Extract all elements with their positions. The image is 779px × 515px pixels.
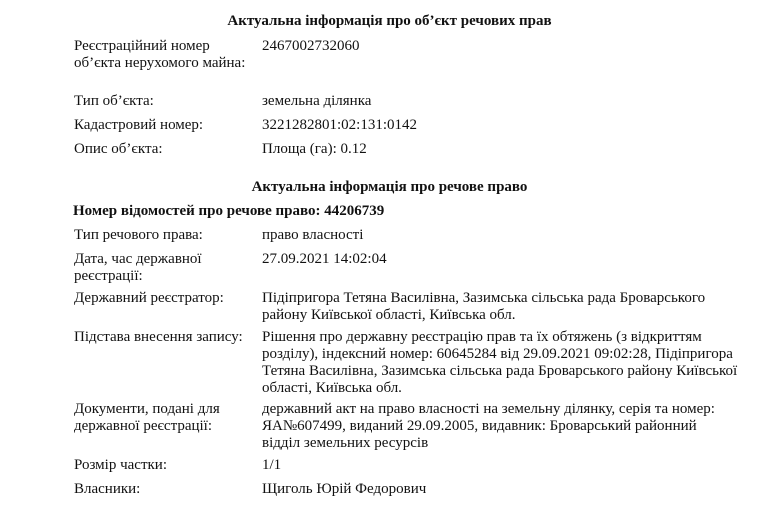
right-row-label: Власники:: [74, 481, 141, 497]
right-row-label: Тип речового права:: [74, 227, 203, 243]
object-row-value: 2467002732060: [262, 38, 360, 54]
right-row-label: Розмір частки:: [74, 457, 167, 473]
right-row-value: Щиголь Юрій Федорович: [262, 481, 427, 497]
object-row-value: земельна ділянка: [262, 93, 372, 109]
right-row-value: державний акт на право власності на земельну ділянку, серія та номер: ЯА№607499, виданий 29.09.2005, видавник: Броварський районний відділ земельних ресурсів: [262, 401, 715, 451]
right-row-value: Підіпригора Тетяна Василівна, Зазимська сільська рада Броварського району Київської області, Київська обл.: [262, 290, 706, 323]
right-row-value: 1/1: [262, 457, 282, 473]
right-row-value: Рішення про державну реєстрацію прав та їх обтяжень (з відкриттям розділу), індексний номер: 60645284 від 29.09.2021 09:02:28, Підіпригора Тетяна Василівна, Зазимська сільська рада Броварського району Київської області, Київська обл.: [262, 329, 738, 396]
right-row-label: Документи, подані для державної реєстрації:: [74, 401, 220, 434]
object-row-value: 3221282801:02:131:0142: [262, 117, 418, 133]
object-row-label: Тип об’єкта:: [74, 93, 154, 109]
object-row-value: Площа (га): 0.12: [262, 141, 367, 157]
record-number: Номер відомостей про речове право: 44206739: [73, 203, 385, 219]
right-row-value: 27.09.2021 14:02:04: [262, 251, 387, 267]
right-row-label: Дата, час державної реєстрації:: [74, 251, 202, 284]
object-section-title: Актуальна інформація про об’єкт речових прав: [227, 13, 552, 29]
object-row-label: Кадастровий номер:: [74, 117, 204, 133]
right-row-label: Державний реєстратор:: [74, 290, 224, 306]
object-row-label: Опис об’єкта:: [74, 141, 163, 157]
right-row-label: Підстава внесення запису:: [74, 329, 243, 345]
right-section-title: Актуальна інформація про речове право: [251, 179, 528, 195]
right-row-value: право власності: [262, 227, 364, 243]
object-row-label: Реєстраційний номер об’єкта нерухомого майна:: [74, 38, 246, 71]
